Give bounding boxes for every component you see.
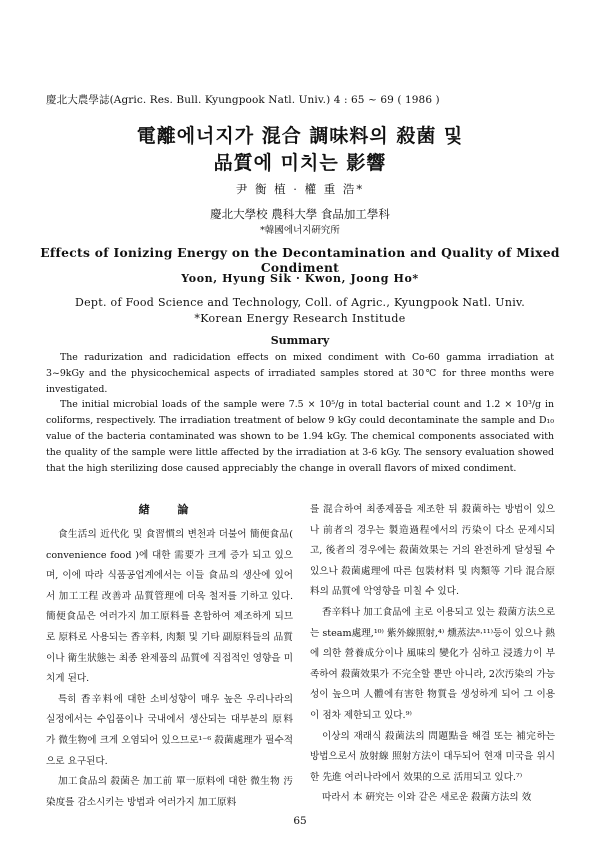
page-number: 65 bbox=[293, 815, 307, 827]
body-paragraph: 이상의 재래식 殺菌法의 問題點을 해결 또는 補完하는 방법으로서 放射線 照射方法이 대두되어 현재 미국을 위시한 先進 여러나라에서 效果的으로 活用되고 있다.⁷⁾ bbox=[310, 730, 555, 783]
body-paragraph: 加工食品의 殺菌은 加工前 單一原料에 대한 微生物 汚染度를 감소시키는 방법과 여러가지 加工原料 bbox=[46, 776, 293, 808]
affiliation-korean: 慶北大學校 農科大學 食品加工學科 bbox=[210, 207, 390, 221]
section-heading-introduction: 緖 論 bbox=[138, 503, 201, 516]
body-paragraph: 食生活의 近代化 및 食習慣의 변천과 더불어 簡便食品( convenience food )에 대한 需要가 크게 증가 되고 있으며, 이에 따라 식품공업계에서는 이들 食品의 생산에 있어서 加工工程 改善과 品質管理에 더욱 철저를 기하고 있다. 簡便食品은 여러가지 加工原料를 혼합하여 제조하게 되므로 原料로 사용되는 香辛料, 肉類 및 기타 副原料들의 品質이나 衛生狀態는 최종 완제품의 品質에 직접적인 영향을 미치게 된다. bbox=[46, 529, 293, 685]
affiliation-english-secondary: *Korean Energy Research Institude bbox=[194, 312, 406, 325]
body-paragraph: 香辛料나 加工食品에 主로 이용되고 있는 殺菌方法으로는 steam處理,¹⁰⁾ 紫外線照射,⁴⁾ 燻蒸法⁸·¹¹⁾등이 있으나 熱에 의한 營養成分이나 風味의 變化가 심하고 浸透力이 부족하여 殺菌效果가 不完全할 뿐만 아니라, 2次汚染의 가능성이 높으며 人體에有害한 物質을 생성하게 되어 그 이용이 점차 제한되고 있다.⁹⁾ bbox=[310, 606, 555, 721]
left-column bbox=[46, 500, 293, 813]
title-korean-line1: 電離에너지가 混合 調味料의 殺菌 및 bbox=[136, 125, 464, 147]
body-paragraph: 특히 香辛料에 대한 소비성향이 매우 높은 우리나라의 실정에서는 수입품이나 국내에서 생산되는 대부분의 原料가 微生物에 크게 오염되어 있으므로¹⁻⁶ 殺菌處理가 필수적으로 요구된다. bbox=[46, 693, 293, 767]
journal-citation: 慶北大農學誌(Agric. Res. Bull. Kyungpook Natl. Univ.) 4 : 65 ~ 69 ( 1986 ) bbox=[46, 94, 440, 106]
title-english: Effects of Ionizing Energy on the Decontamination and Quality of Mixed Condiment bbox=[40, 245, 560, 275]
right-column bbox=[310, 500, 555, 809]
affiliation-korean-secondary: *韓國에너지硏究所 bbox=[260, 225, 340, 236]
body-paragraph: 따라서 本 硏究는 이와 같은 새로운 殺菌方法의 效 bbox=[322, 792, 532, 804]
affiliation-english: Dept. of Food Science and Technology, Coll. of Agric., Kyungpook Natl. Univ. bbox=[74, 296, 526, 309]
title-korean-line2: 品質에 미치는 影響 bbox=[213, 152, 387, 174]
summary-paragraph: The radurization and radicidation effects on mixed condiment with Co-60 gamma irradiation at 3~9kGy and the physicochemical aspects of irradiated samples stored at 30℃ for three months were investigated. bbox=[46, 352, 554, 395]
summary-body bbox=[46, 350, 554, 476]
summary-heading: Summary bbox=[270, 334, 330, 347]
authors-english: Yoon, Hyung Sik · Kwon, Joong Ho* bbox=[181, 272, 419, 285]
summary-paragraph: The initial microbial loads of the sample were 7.5 × 10⁵/g in total bacterial count and 1.2 × 10³/g in coliforms, respectively. The irradiation treatment of below 9 kGy could decontaminate the sample and D₁₀ value of the bacteria contaminated was shown to be 1.94 kGy. The chemical components associated with the quality of the sample were little affected by the irradiation at 3-6 kGy. The sensory evaluation showed that the high sterilizing dose caused appreciably the change in overall flavors of mixed condiment. bbox=[46, 399, 554, 474]
authors-korean: 尹 衡 植 · 權 重 浩* bbox=[235, 182, 365, 196]
body-paragraph: 를 混合하여 최종제품을 제조한 뒤 殺菌하는 방법이 있으나 前者의 경우는 製造過程에서의 汚染이 다소 문제시되고, 後者의 경우에는 殺菌效果는 거의 완전하게 달성될 수 있으나 殺菌處理에 따른 包裝材料 및 肉類等 기타 混合原料의 品質에 악영향을 미칠 수 있다. bbox=[310, 504, 555, 598]
